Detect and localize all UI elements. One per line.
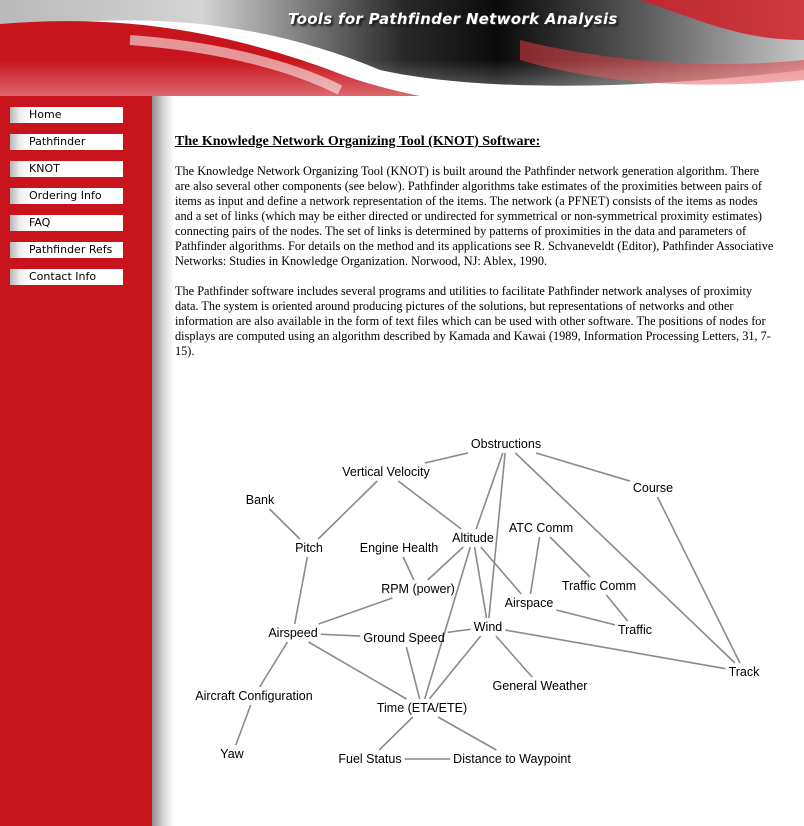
network-edge-aircraft-configuration-yaw: [236, 705, 251, 745]
network-edge-vertical-velocity-pitch: [318, 481, 377, 539]
node-distance-to-waypoint: Distance to Waypoint: [453, 752, 571, 766]
software-paragraph: The Pathfinder software includes several programs and utilities to facilitate Pathfinder network analyses of proximity data. The system is oriented around producing pictures of the solutions, but representations of networks and other information are also available in the form of text files which can be used with other software. The positions of nodes for displays are computed using an algorithm described by Kamada and Kawai (1989, Information Processing Letters, 31, 7-15).: [175, 284, 771, 358]
network-edge-altitude-airspace: [481, 547, 521, 594]
node-fuel-status: Fuel Status: [338, 752, 402, 766]
network-edge-airspace-traffic: [556, 610, 615, 625]
network-edge-airspeed-ground-speed: [321, 634, 361, 636]
network-nodes: [195, 437, 760, 766]
network-edge-pitch-airspeed: [295, 557, 308, 624]
nav-item-faq[interactable]: FAQ: [10, 215, 123, 231]
nav-item-ordering-info[interactable]: Ordering Info: [10, 188, 123, 204]
network-edge-engine-health-rpm: [403, 557, 414, 580]
node-vertical-velocity: Vertical Velocity: [342, 465, 430, 479]
network-edge-atc-comm-traffic-comm: [550, 537, 590, 577]
node-rpm-power: RPM (power): [381, 582, 455, 596]
node-traffic-comm: Traffic Comm: [561, 579, 637, 593]
network-edge-vertical-velocity-altitude: [398, 481, 461, 529]
network-edges: [236, 453, 740, 759]
node-pitch: Pitch: [295, 541, 323, 555]
network-edge-bank-pitch: [269, 509, 299, 539]
intro-paragraph: The Knowledge Network Organizing Tool (KNOT) is built around the Pathfinder network generation algorithm. There are also several other components (see below). Pathfinder algorithms take estimates of the proximities between pairs of items as input and define a network representation of the items. The network (a PFNET) consists of the items as nodes and a set of links (which may be either directed or undirected for symmetrical or non-symmetrical proximity estimates) connecting pairs of the nodes. The set of links is determined by patterns of proximities in the data and parameters of Pathfinder algorithms. For details on the method and its applications see R. Schvaneveldt (Editor), Pathfinder Associative Networks: Studies in Knowledge Organization. Norwood, NJ: Ablex, 1990.: [175, 164, 774, 268]
node-course: Course: [632, 481, 674, 495]
nav-item-contact-info[interactable]: Contact Info: [10, 269, 123, 285]
site-title: Tools for Pathfinder Network Analysis: [288, 10, 618, 28]
network-edge-course-track: [657, 497, 739, 663]
node-altitude: Altitude: [452, 531, 494, 545]
nav-item-knot[interactable]: KNOT: [10, 161, 123, 177]
node-engine-health: Engine Health: [359, 541, 439, 555]
page-title: The Knowledge Network Organizing Tool (KNOT) Software:: [175, 134, 541, 149]
node-ground-speed: Ground Speed: [363, 631, 445, 645]
network-edge-wind-track: [505, 630, 725, 669]
node-airspace: Airspace: [504, 596, 554, 610]
network-edge-time-eta-distance-to-waypoint: [438, 717, 496, 750]
network-edge-wind-time-eta: [429, 636, 480, 699]
network-edge-obstructions-course: [536, 453, 630, 481]
node-airspeed: Airspeed: [268, 626, 318, 640]
network-edge-atc-comm-airspace: [530, 537, 539, 594]
network-edge-altitude-wind: [475, 547, 487, 618]
network-edge-airspeed-time-eta: [308, 642, 406, 699]
network-edge-traffic-comm-traffic: [606, 595, 627, 621]
node-wind: Wind: [473, 620, 503, 634]
network-edge-obstructions-vertical-velocity: [425, 453, 468, 463]
network-edge-time-eta-fuel-status: [379, 717, 413, 750]
nav-item-pathfinder-refs[interactable]: Pathfinder Refs: [10, 242, 123, 258]
node-aircraft-configuration: Aircraft Configuration: [195, 689, 313, 703]
node-yaw: Yaw: [220, 747, 244, 761]
node-general-weather: General Weather: [492, 679, 588, 693]
network-edge-wind-general-weather: [496, 636, 532, 677]
node-track: Track: [728, 665, 760, 679]
node-traffic: Traffic: [617, 623, 653, 637]
nav-item-pathfinder[interactable]: Pathfinder: [10, 134, 123, 150]
node-time-eta-ete: Time (ETA/ETE): [376, 701, 468, 715]
node-obstructions: Obstructions: [470, 437, 542, 451]
node-atc-comm: ATC Comm: [508, 521, 574, 535]
nav-item-home[interactable]: Home: [10, 107, 123, 123]
network-edge-airspeed-aircraft-configuration: [260, 642, 288, 687]
node-bank: Bank: [245, 493, 275, 507]
network-edge-ground-speed-time-eta: [406, 647, 419, 699]
network-edge-ground-speed-wind: [448, 629, 471, 632]
network-edge-rpm-airspeed: [319, 598, 393, 624]
